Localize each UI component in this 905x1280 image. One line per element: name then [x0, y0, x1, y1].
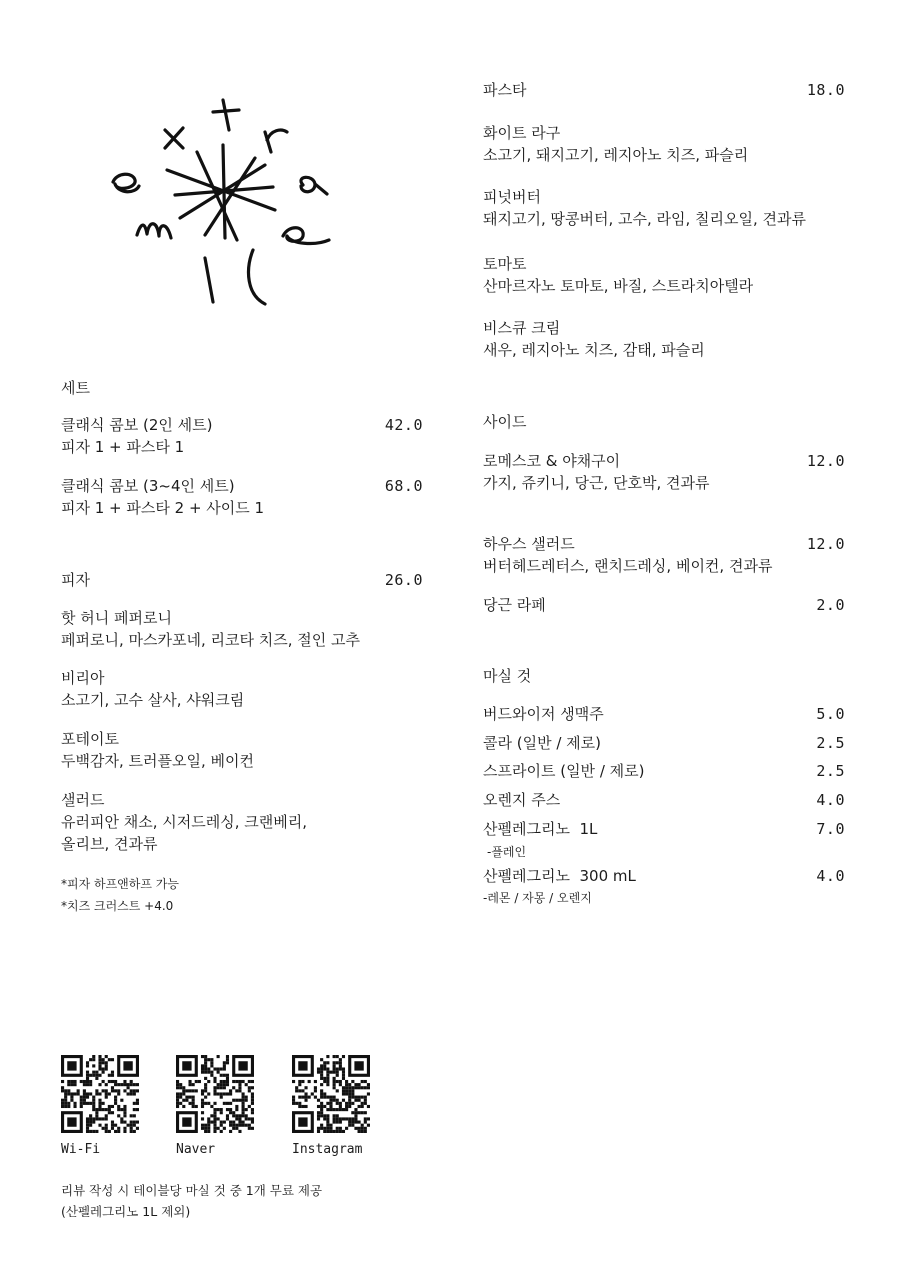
pizza-item-desc: 올리브, 견과류 [61, 835, 158, 853]
pizza-note: *치즈 크러스트 +4.0 [61, 899, 174, 913]
pasta-item-desc: 소고기, 돼지고기, 레지아노 치즈, 파슬리 [483, 146, 749, 164]
pasta-section-price: 18.0 [806, 81, 845, 99]
pizza-item [61, 607, 423, 651]
set-section-title: 세트 [61, 379, 90, 397]
qr-wifi[interactable] [61, 1055, 139, 1161]
pizza-item-desc: 유러피안 채소, 시저드레싱, 크랜베리, [61, 813, 307, 831]
set-item-price: 42.0 [384, 416, 423, 434]
side-item-price: 12.0 [806, 535, 845, 553]
pizza-item-name: 핫 허니 페퍼로니 [61, 609, 172, 627]
side-item-price: 2.0 [816, 596, 845, 614]
pizza-section-title: 피자 [61, 571, 90, 589]
pizza-item [61, 667, 423, 711]
pizza-item-name: 포테이토 [61, 730, 119, 748]
drink-item-price: 5.0 [816, 705, 845, 723]
drink-item-sub: -플레인 [487, 845, 527, 859]
qr-instagram[interactable] [292, 1055, 370, 1161]
drink-item-price: 2.5 [816, 734, 845, 752]
set-item [61, 475, 423, 519]
set-item [61, 414, 423, 458]
footer-line: (산펠레그리노 1L 제외) [61, 1204, 191, 1219]
pasta-item [483, 186, 845, 230]
pizza-item-desc: 소고기, 고수 살사, 샤워크림 [61, 691, 245, 709]
drink-item-price: 7.0 [816, 820, 845, 838]
drink-item-price: 4.0 [816, 867, 845, 885]
drink-item-name: 산펠레그리노 300 mL [483, 867, 636, 885]
pizza-item [61, 789, 423, 855]
side-item [483, 450, 845, 494]
drink-item [483, 732, 845, 754]
drink-item [483, 818, 845, 840]
qr-label: Wi-Fi [61, 1142, 101, 1157]
drink-item-price: 4.0 [816, 791, 845, 809]
side-section-title: 사이드 [483, 413, 527, 431]
pizza-section-price: 26.0 [384, 571, 423, 589]
drink-item-sub: -레몬 / 자몽 / 오렌지 [483, 891, 592, 905]
pasta-item [483, 317, 845, 361]
wifi-qr-code-icon[interactable] [61, 1055, 139, 1133]
pizza-item-name: 샐러드 [61, 791, 105, 809]
instagram-qr-code-icon[interactable] [292, 1055, 370, 1133]
drink-item-name: 버드와이저 생맥주 [483, 705, 604, 723]
side-item [483, 533, 845, 577]
pasta-item [483, 253, 845, 297]
pizza-item [61, 728, 423, 772]
drink-item [483, 865, 845, 887]
qr-label: Naver [176, 1142, 216, 1157]
pasta-section-header [483, 79, 845, 101]
qr-naver[interactable] [176, 1055, 254, 1161]
drink-item [483, 789, 845, 811]
drink-item-name: 스프라이트 (일반 / 제로) [483, 762, 645, 780]
drink-item-price: 2.5 [816, 762, 845, 780]
qr-label: Instagram [292, 1142, 363, 1157]
footer-line: 리뷰 작성 시 테이블당 마실 것 중 1개 무료 제공 [61, 1183, 323, 1198]
drink-item-name: 산펠레그리노 1L [483, 820, 598, 838]
logo-icon [105, 90, 345, 315]
footer-note [61, 1180, 322, 1222]
side-item-name: 당근 라페 [483, 596, 546, 614]
set-item-desc: 피자 1 + 파스타 1 [61, 438, 185, 456]
pasta-item [483, 122, 845, 166]
pasta-item-name: 비스큐 크림 [483, 319, 561, 337]
pizza-item-desc: 두백감자, 트러플오일, 베이컨 [61, 752, 254, 770]
side-item-price: 12.0 [806, 452, 845, 470]
pizza-section-header [61, 569, 423, 591]
pizza-item-name: 비리아 [61, 669, 105, 687]
pasta-section-title: 파스타 [483, 81, 527, 99]
naver-qr-code-icon[interactable] [176, 1055, 254, 1133]
set-item-price: 68.0 [384, 477, 423, 495]
side-item-desc: 버터헤드레터스, 랜치드레싱, 베이컨, 견과류 [483, 557, 773, 575]
drinks-section-title: 마실 것 [483, 667, 532, 685]
side-item-name: 로메스코 & 야채구이 [483, 452, 621, 470]
set-item-name: 클래식 콤보 (2인 세트) [61, 416, 213, 434]
set-item-name: 클래식 콤보 (3~4인 세트) [61, 477, 235, 495]
drink-item [483, 703, 845, 725]
drink-item-name: 오렌지 주스 [483, 791, 561, 809]
pasta-item-name: 토마토 [483, 255, 527, 273]
pizza-item-desc: 페퍼로니, 마스카포네, 리코타 치즈, 절인 고추 [61, 631, 360, 649]
pizza-note: *피자 하프앤하프 가능 [61, 877, 179, 891]
side-item [483, 594, 845, 616]
pasta-item-name: 피넛버터 [483, 188, 541, 206]
set-item-desc: 피자 1 + 파스타 2 + 사이드 1 [61, 499, 265, 517]
pasta-item-desc: 산마르자노 토마토, 바질, 스트라치아텔라 [483, 277, 754, 295]
side-item-name: 하우스 샐러드 [483, 535, 575, 553]
pasta-item-name: 화이트 라구 [483, 124, 561, 142]
drink-item [483, 760, 845, 782]
drink-item-name: 콜라 (일반 / 제로) [483, 734, 602, 752]
pasta-item-desc: 새우, 레지아노 치즈, 감태, 파슬리 [483, 341, 705, 359]
side-item-desc: 가지, 쥬키니, 당근, 단호박, 견과류 [483, 474, 710, 492]
pasta-item-desc: 돼지고기, 땅콩버터, 고수, 라임, 칠리오일, 견과류 [483, 210, 806, 228]
